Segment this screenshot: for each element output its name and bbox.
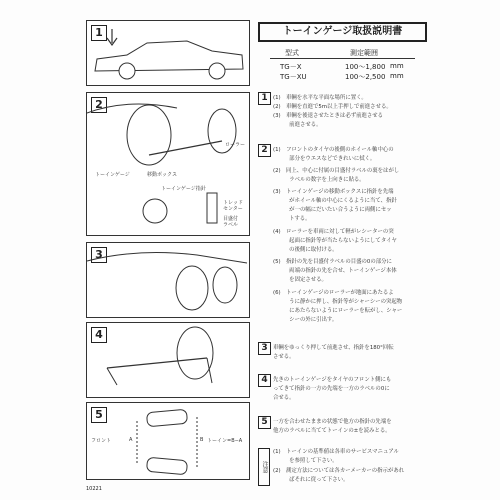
section-line: 合せる。	[273, 395, 295, 401]
panel-3	[86, 242, 250, 318]
section-line: (5) 指針の先を目盛付ラベルの目盛の0の部分に	[273, 259, 392, 265]
note-line: を参照して下さい。	[273, 458, 338, 464]
section-line: トする。	[273, 216, 311, 222]
section-line: 一方を合わせたままの状態で他方の指針の先端を	[273, 419, 392, 425]
section-line: (1) 車輌を水平な平面な場所に置く。	[273, 95, 367, 101]
footer-code: 10221	[86, 486, 102, 492]
panel-number: 3	[91, 247, 107, 263]
notes-label: 注意	[258, 448, 270, 486]
label-roller: ローラー	[225, 142, 246, 148]
section-number: 2	[258, 144, 271, 157]
panel-5	[86, 402, 250, 480]
panel-number: 2	[91, 97, 107, 113]
label-label: ラベル	[223, 222, 239, 228]
section-line: (6) トーインゲージのローラーが地面にあたるよ	[273, 290, 394, 296]
section-line: ってきて指針の一方の先端を一方のラベルの0に	[273, 386, 390, 392]
section-line: が一の幅にだいたい合うように両側にセッ	[273, 207, 392, 213]
note-line: (2) 測定方法については各カーメーカーの指示があれ	[273, 468, 405, 474]
spec-divider	[270, 58, 415, 59]
panel-number: 4	[91, 327, 107, 343]
section-line: 両端の指針の先を合せ、トーインゲージ本体	[273, 268, 397, 274]
section-line: の後側に取付ける。	[273, 247, 338, 253]
section-line: シーの外に引出す。	[273, 317, 338, 323]
label-center: センター	[223, 206, 243, 212]
section-line: を固定させる。	[273, 277, 327, 283]
section-line: (1) フロントのタイヤの後側のホイール軸中心の	[273, 147, 394, 153]
spec-header-model: 型式	[285, 49, 299, 57]
spec-range: 100～2,500	[345, 73, 386, 81]
section-line: 先きのトーインゲージをタイヤのフロント側にも	[273, 377, 392, 383]
panel-4	[86, 322, 250, 398]
section-line: がホイール軸の中心にくるように当て、指針	[273, 198, 397, 204]
label-scale: 目盛付	[223, 216, 239, 222]
spec-unit: mm	[390, 62, 404, 70]
panel-number: 5	[91, 407, 107, 423]
spec-range: 100～1,800	[345, 63, 386, 71]
spec-model: TG－X	[280, 63, 302, 71]
panel-1	[86, 20, 250, 86]
section-line: (3) 車輌を後退させたときは必ず前進させる	[273, 113, 384, 119]
section-line: 車輌をゆっくり押して前進させ、指針を180°回転	[273, 345, 394, 351]
section-line: させる。	[273, 354, 295, 360]
spec-unit: mm	[390, 72, 404, 80]
label-pointer: トーインゲージ指針	[161, 186, 206, 192]
label-toe-gauge: トーインゲージ	[95, 172, 130, 178]
document-title: トーインゲージ取扱説明書	[258, 22, 427, 42]
panel-number: 1	[91, 25, 107, 41]
section-line: (2) 車輌を直進で5m以上手押しで前進させる。	[273, 104, 392, 110]
car-wheel-illustration	[87, 243, 249, 317]
section-line: うに静かに押し、指針等がシャーシーの突起物	[273, 299, 403, 305]
section-line: ラベルの数字を上向きに貼る。	[273, 177, 365, 183]
car-side-illustration	[87, 21, 249, 85]
note-line: (1) トーインの基準値は各車のサービスマニュアル	[273, 449, 399, 455]
section-line: (4) ローラーを車両に対して軽がレシーターの突	[273, 229, 394, 235]
section-number: 5	[258, 416, 271, 429]
spec-header-range: 測定範囲	[350, 49, 378, 57]
toe-gauge-setup-illustration	[87, 93, 249, 235]
label-toe-formula: トーイン=B−A	[207, 438, 243, 444]
label-b: B	[200, 437, 204, 443]
label-a: A	[129, 437, 133, 443]
section-line: 部分をウエスなどできれいに拭く。	[273, 156, 376, 162]
section-number: 3	[258, 342, 271, 355]
section-number: 1	[258, 92, 271, 105]
section-line: 他方のラベルに当ててトーインの±を読みとる。	[273, 428, 391, 434]
section-line: 起面に指針等が当たらないようにしてタイヤ	[273, 238, 397, 244]
section-line: (3) トーインゲージの移動ボックスに指針を先端	[273, 189, 394, 195]
section-line: にあたらないようにローラーを転がし、シャー	[273, 308, 403, 314]
label-front: フロント	[91, 438, 112, 444]
label-moving-box: 移動ボックス	[147, 172, 177, 178]
section-line: 前進させる。	[273, 122, 322, 128]
panel-2	[86, 92, 250, 236]
label-tread: トレッド	[223, 200, 243, 206]
section-number: 4	[258, 374, 271, 387]
gauge-front-illustration	[87, 323, 249, 397]
note-line: ばそれに従って下さい。	[273, 477, 349, 483]
section-line: (2) 同上、中心に付属の目盛付ラベルの裏をはがし	[273, 168, 400, 174]
spec-model: TG－XU	[280, 73, 307, 81]
